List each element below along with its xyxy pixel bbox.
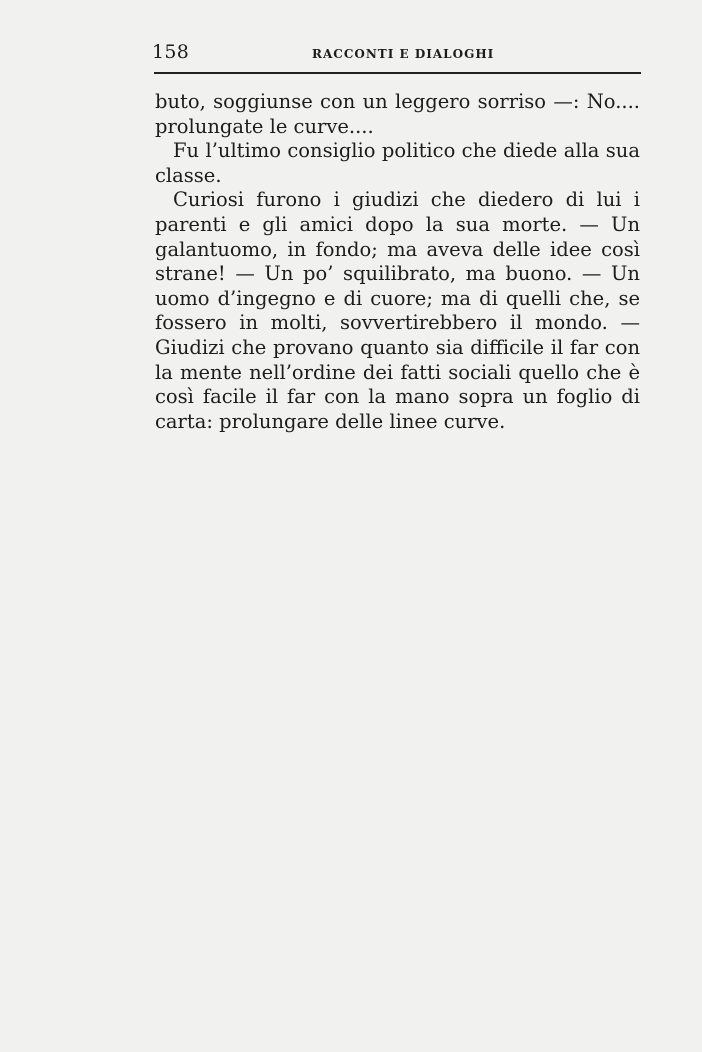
paragraph: Curiosi furono i giudizi che diedero di lui i parenti e gli amici dopo la sua morte. — Un galantuomo, in fondo; ma aveva delle idee così strane! — Un po’ squilibrato, ma buono. — Un uomo d’ingegno e di cuore; ma di quelli che, se fossero in molti, sovvertirebbero il mondo. — Giudizi che provano quanto sia difficile il far con la mente nell’ordine dei fatti sociali quello che è così facile il far con la mano sopra un foglio di carta: prolungare delle linee curve. xyxy=(155,188,640,433)
paragraph: Fu l’ultimo consiglio politico che diede alla sua classe. xyxy=(155,139,640,187)
header-rule xyxy=(154,72,641,74)
page-number: 158 xyxy=(152,41,190,63)
paragraph-continued: buto, soggiunse con un leggero sorriso —: No.... prolungate le curve.... xyxy=(155,90,640,138)
body-text xyxy=(155,90,640,434)
running-title: RACCONTI E DIALOGHI xyxy=(312,47,495,61)
page-header xyxy=(152,40,642,70)
